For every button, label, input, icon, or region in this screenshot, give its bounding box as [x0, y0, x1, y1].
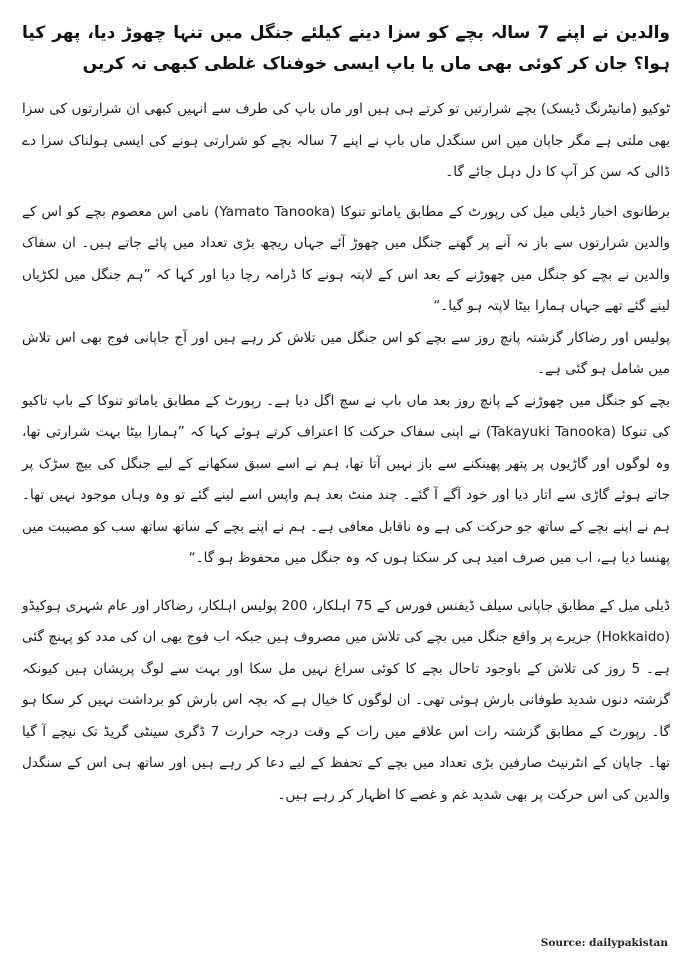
article-paragraph-search: پولیس اور رضاکار گزشتہ پانچ روز سے بچے کو اس جنگل میں تلاش کر رہے ہیں اور آج جاپانی فوج بھی اس تلاش میں شامل ہو گئی ہے۔ [22, 329, 670, 377]
article-paragraph-daily-mail-report: برطانوی اخبار ڈیلی میل کی رپورٹ کے مطابق یاماتو تنوکا (Yamato Tanooka) نامی اس معصوم بچے کو اس کے والدین شرارتوں سے باز نہ آنے پر گھنے جنگل میں چھوڑ آئے جہاں ریچھ بڑی تعداد میں پائے جاتے ہیں۔ ان سفاک والدین نے بچے کو جنگل میں چھوڑنے کے بعد اس کے لاپتہ ہونے کا ڈرامہ رچا دیا اور کہا کہ ”ہم جنگل میں لکڑیاں لینے گئے تھے جہاں ہمارا بیٹا لاپتہ ہو گیا۔“ [22, 203, 671, 314]
article-source: Source: dailypakistan [540, 937, 668, 949]
article-title: والدین نے اپنے 7 سالہ بچے کو سزا دینے کیلئے جنگل میں تنہا چھوڑ دیا، پھر کیا ہوا؟ جان کر کوئی بھی ماں یا باپ ایسی خوفناک غلطی کبھی نہ کریں [22, 23, 670, 74]
article-paragraph-search-details: ڈیلی میل کے مطابق جاپانی سیلف ڈیفنس فورس کے 75 اہلکار، 200 پولیس اہلکار، رضاکار اور عام شہری ہوکیڈو (Hokkaido) جزیرے پر واقع جنگل میں بچے کی تلاش میں مصروف ہیں جبکہ اب فوج بھی ان کی مدد کو پہنچ گئی ہے۔ 5 روز کی تلاش کے باوجود تاحال بچے کا کوئی سراغ نہیں مل سکا اور بہت سے لوگ پریشان ہیں کیونکہ گزشتہ دنوں شدید طوفانی بارش ہوئی تھی۔ ان لوگوں کا خیال ہے کہ بچہ اس بارش کو برداشت نہیں کر سکا ہو گا۔ رپورٹ کے مطابق گزشتہ رات اس علاقے میں رات کے وقت درجہ حرارت 7 ڈگری سینٹی گریڈ تک نیچے آ گیا تھا۔ جاپان کے انٹرنیٹ صارفین بڑی تعداد میں بچے کے تحفظ کے لیے دعا کر رہے ہیں اور ساتھ ہی اس کے سنگدل والدین کی اس حرکت پر بھی شدید غم و غصے کا اظہار کر رہے ہیں۔ [22, 597, 670, 803]
article-body [22, 94, 670, 811]
article-paragraph-father-confession: بچے کو جنگل میں چھوڑنے کے پانچ روز بعد ماں باپ نے سچ اگل دیا ہے۔ رپورٹ کے مطابق یاماتو تنوکا کے باپ تاکیو کی تنوکا (Takayuki Tanooka) نے اپنی سفاک حرکت کا اعتراف کرتے ہوئے کہا کہ ”ہمارا بیٹا بہت شرارتی تھا، وہ لوگوں اور گاڑیوں پر پتھر پھینکنے سے باز نہیں آتا تھا، ہم نے اسے سبق سکھانے کے لیے جنگل کی بیچ سڑک پر جاتے ہوئے گاڑی سے اتار دیا اور خود آگے آ گئے۔ چند منٹ بعد ہم واپس اسے لینے گئے تو وہ وہاں موجود نہیں تھا۔ ہم نے اپنے بچے کے ساتھ جو حرکت کی ہے وہ ناقابل معافی ہے۔ ہم نے اپنے بچے کے ساتھ ساتھ سب کو مصیبت میں پھنسا دیا ہے، اب میں صرف امید ہی کر سکتا ہوں کہ وہ جنگل میں محفوظ ہو گا۔“ [22, 392, 670, 566]
article-paragraph-intro: ٹوکیو (مانیٹرنگ ڈیسک) بچے شرارتیں تو کرتے ہی ہیں اور ماں باپ کی طرف سے انہیں کبھی ان شرارتوں کی سزا بھی ملتی ہے مگر جاپان میں اس سنگدل ماں باپ نے اپنے 7 سالہ بچے کو شرارتی ہونے کی ایسی ہولناک سزا دے ڈالی کہ سن کر آپ کا دل دہل جائے گا۔ [22, 101, 670, 180]
